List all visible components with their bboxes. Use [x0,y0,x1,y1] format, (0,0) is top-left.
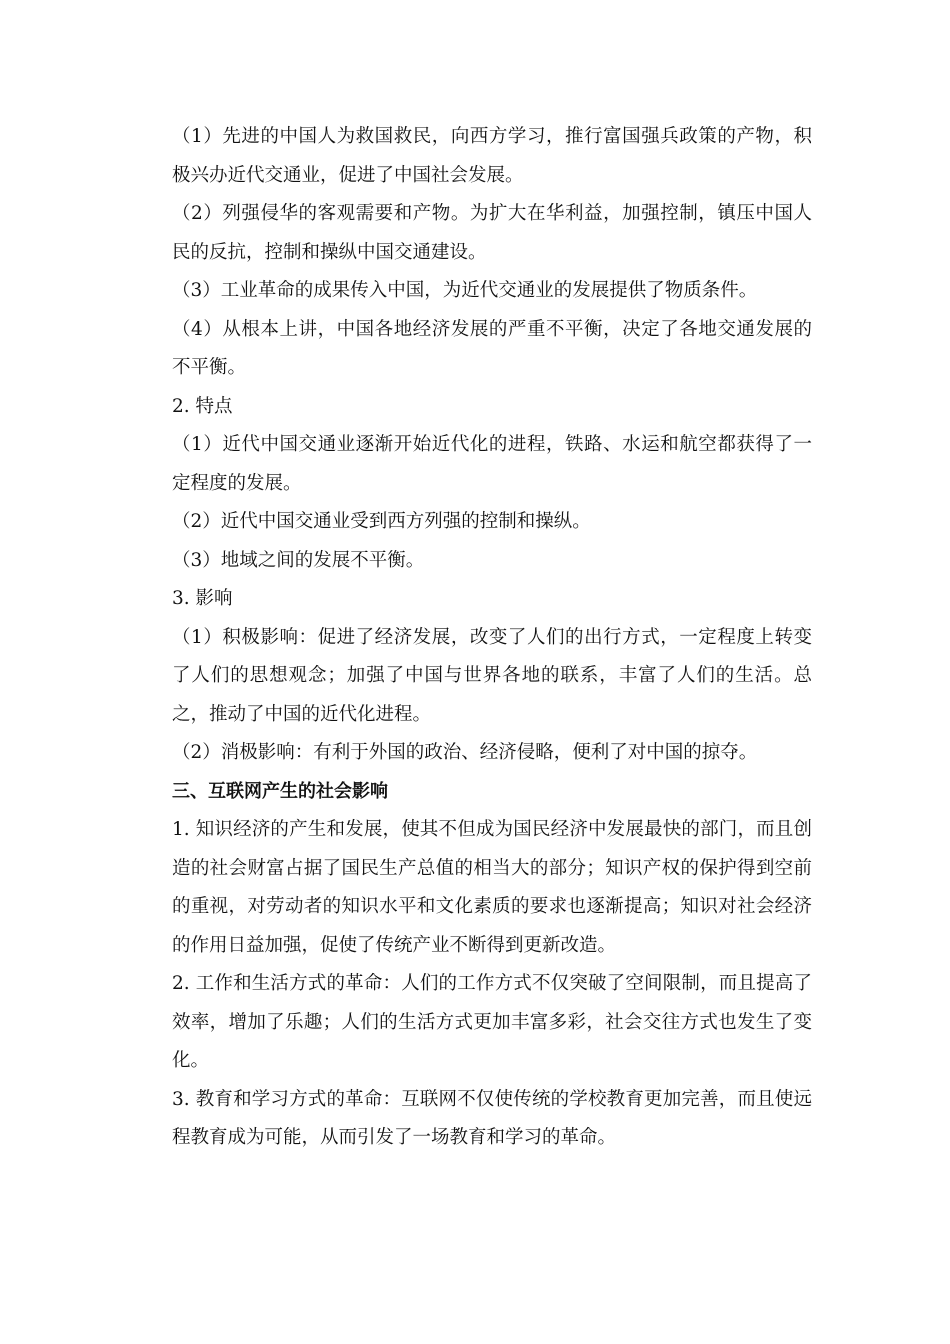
paragraph-internet-2: 2. 工作和生活方式的革命：人们的工作方式不仅突破了空间限制，而且提高了效率，增加了乐趣；人们的生活方式更加丰富多彩，社会交往方式也发生了变化。 [172,973,812,1071]
paragraph-impact-positive: （1）积极影响：促进了经济发展，改变了人们的出行方式，一定程度上转变了人们的思想观念；加强了中国与世界各地的联系，丰富了人们的生活。总之，推动了中国的近代化进程。 [172,626,812,725]
section-heading-impact: 3. 影响 [172,588,233,609]
paragraph-cause-4: （4）从根本上讲，中国各地经济发展的严重不平衡，决定了各地交通发展的不平衡。 [172,318,812,378]
paragraph-internet-1: 1. 知识经济的产生和发展，使其不但成为国民经济中发展最快的部门，而且创造的社会财富占据了国民生产总值的相当大的部分；知识产权的保护得到空前的重视，对劳动者的知识水平和文化素质的要求也逐渐提高；知识对社会经济的作用日益加强，促使了传统产业不断得到更新改造。 [172,819,812,956]
paragraph-feature-2: （2）近代中国交通业受到西方列强的控制和操纵。 [172,511,591,532]
paragraph-cause-1: （1）先进的中国人为救国救民，向西方学习，推行富国强兵政策的产物，积极兴办近代交通业，促进了中国社会发展。 [172,126,812,186]
paragraph-cause-3: （3）工业革命的成果传入中国，为近代交通业的发展提供了物质条件。 [172,280,758,301]
paragraph-feature-3: （3）地域之间的发展不平衡。 [172,549,425,571]
section-heading-features: 2. 特点 [172,395,233,417]
paragraph-impact-negative: （2）消极影响：有利于外国的政治、经济侵略，便利了对中国的掠夺。 [172,742,758,763]
paragraph-cause-2: （2）列强侵华的客观需要和产物。为扩大在华利益，加强控制，镇压中国人民的反抗，控制和操纵中国交通建设。 [172,203,812,263]
document-body [172,118,812,1158]
paragraph-internet-3: 3. 教育和学习方式的革命：互联网不仅使传统的学校教育更加完善，而且使远程教育成为可能，从而引发了一场教育和学习的革命。 [172,1088,812,1148]
chapter-heading-internet: 三、互联网产生的社会影响 [172,780,388,802]
paragraph-feature-1: （1）近代中国交通业逐渐开始近代化的进程，铁路、水运和航空都获得了一定程度的发展。 [172,434,812,494]
